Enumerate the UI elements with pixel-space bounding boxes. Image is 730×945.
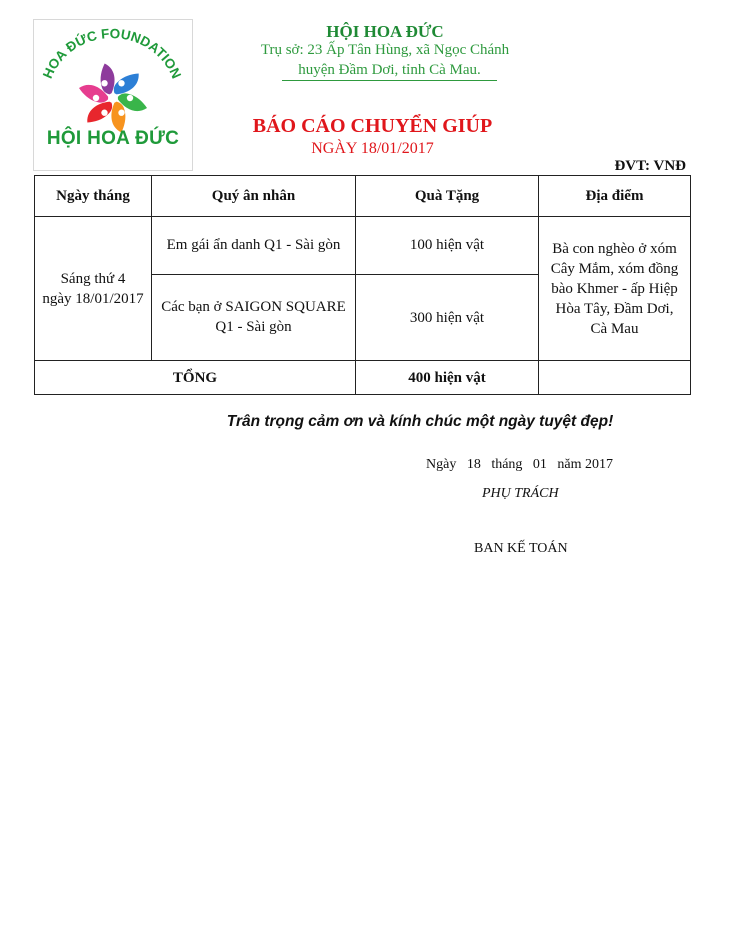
col-header-location: Địa điểm (539, 176, 691, 217)
donor-line: Q1 - Sài gòn (215, 319, 292, 335)
org-name: HỘI HOA ĐỨC (326, 22, 444, 41)
date-cell (35, 217, 152, 361)
donor-line: Em gái ẩn danh Q1 - Sài gòn (166, 237, 341, 253)
signature-department: BAN KẾ TOÁN (474, 541, 568, 556)
date-cell-line: ngày 18/01/2017 (42, 290, 144, 307)
flower-petal-dot (93, 95, 99, 101)
location-line: Cà Mau (590, 320, 639, 337)
flower-center (108, 93, 118, 103)
gift-cell: 300 hiện vật (356, 275, 539, 361)
logo-bottom-text: HỘI HOA ĐỨC (46, 128, 180, 149)
currency-unit: ĐVT: VNĐ (614, 158, 686, 174)
thanks-message: Trân trọng cảm ơn và kính chúc một ngày tuyệt đẹp! (226, 413, 614, 430)
date-cell-line: Sáng thứ 4 (60, 270, 126, 287)
location-line: Bà con nghèo ở xóm (552, 240, 677, 257)
table-row (35, 217, 691, 275)
gift-cell: 100 hiện vật (356, 217, 539, 275)
flower-petal-dot (127, 95, 133, 101)
signature-role: PHỤ TRÁCH (482, 486, 559, 501)
address-line-1: Trụ sở: 23 Ấp Tân Hùng, xã Ngọc Chánh (260, 42, 510, 58)
location-cell (539, 217, 691, 361)
address-line-2: huyện Đầm Dơi, tỉnh Cà Mau. (282, 62, 497, 81)
total-label: TỔNG (35, 361, 356, 395)
table-header-row (35, 176, 691, 217)
donor-cell (152, 275, 356, 361)
signature-date: Ngày 18 tháng 01 năm 2017 (426, 457, 614, 472)
report-date: NGÀY 18/01/2017 (311, 140, 434, 157)
total-value: 400 hiện vật (356, 361, 539, 395)
location-line: bào Khmer - ấp Hiệp (551, 280, 678, 297)
report-table (34, 175, 691, 395)
report-title: BÁO CÁO CHUYỂN GIÚP (252, 115, 493, 137)
foundation-logo (33, 19, 193, 171)
col-header-date: Ngày tháng (35, 176, 152, 217)
flower-icon (79, 62, 147, 134)
col-header-gift: Quà Tặng (356, 176, 539, 217)
location-line: Hòa Tây, Đầm Dơi, (555, 300, 674, 317)
col-header-donor: Quý ân nhân (152, 176, 356, 217)
logo-arc-text: HOA ĐỨC FOUNDATION (39, 25, 185, 81)
location-line: Cây Mắm, xóm đồng (550, 260, 679, 277)
total-row (35, 361, 691, 395)
donor-line: Các bạn ở SAIGON SQUARE (161, 299, 346, 315)
total-empty-cell (539, 361, 691, 395)
donor-cell (152, 217, 356, 275)
